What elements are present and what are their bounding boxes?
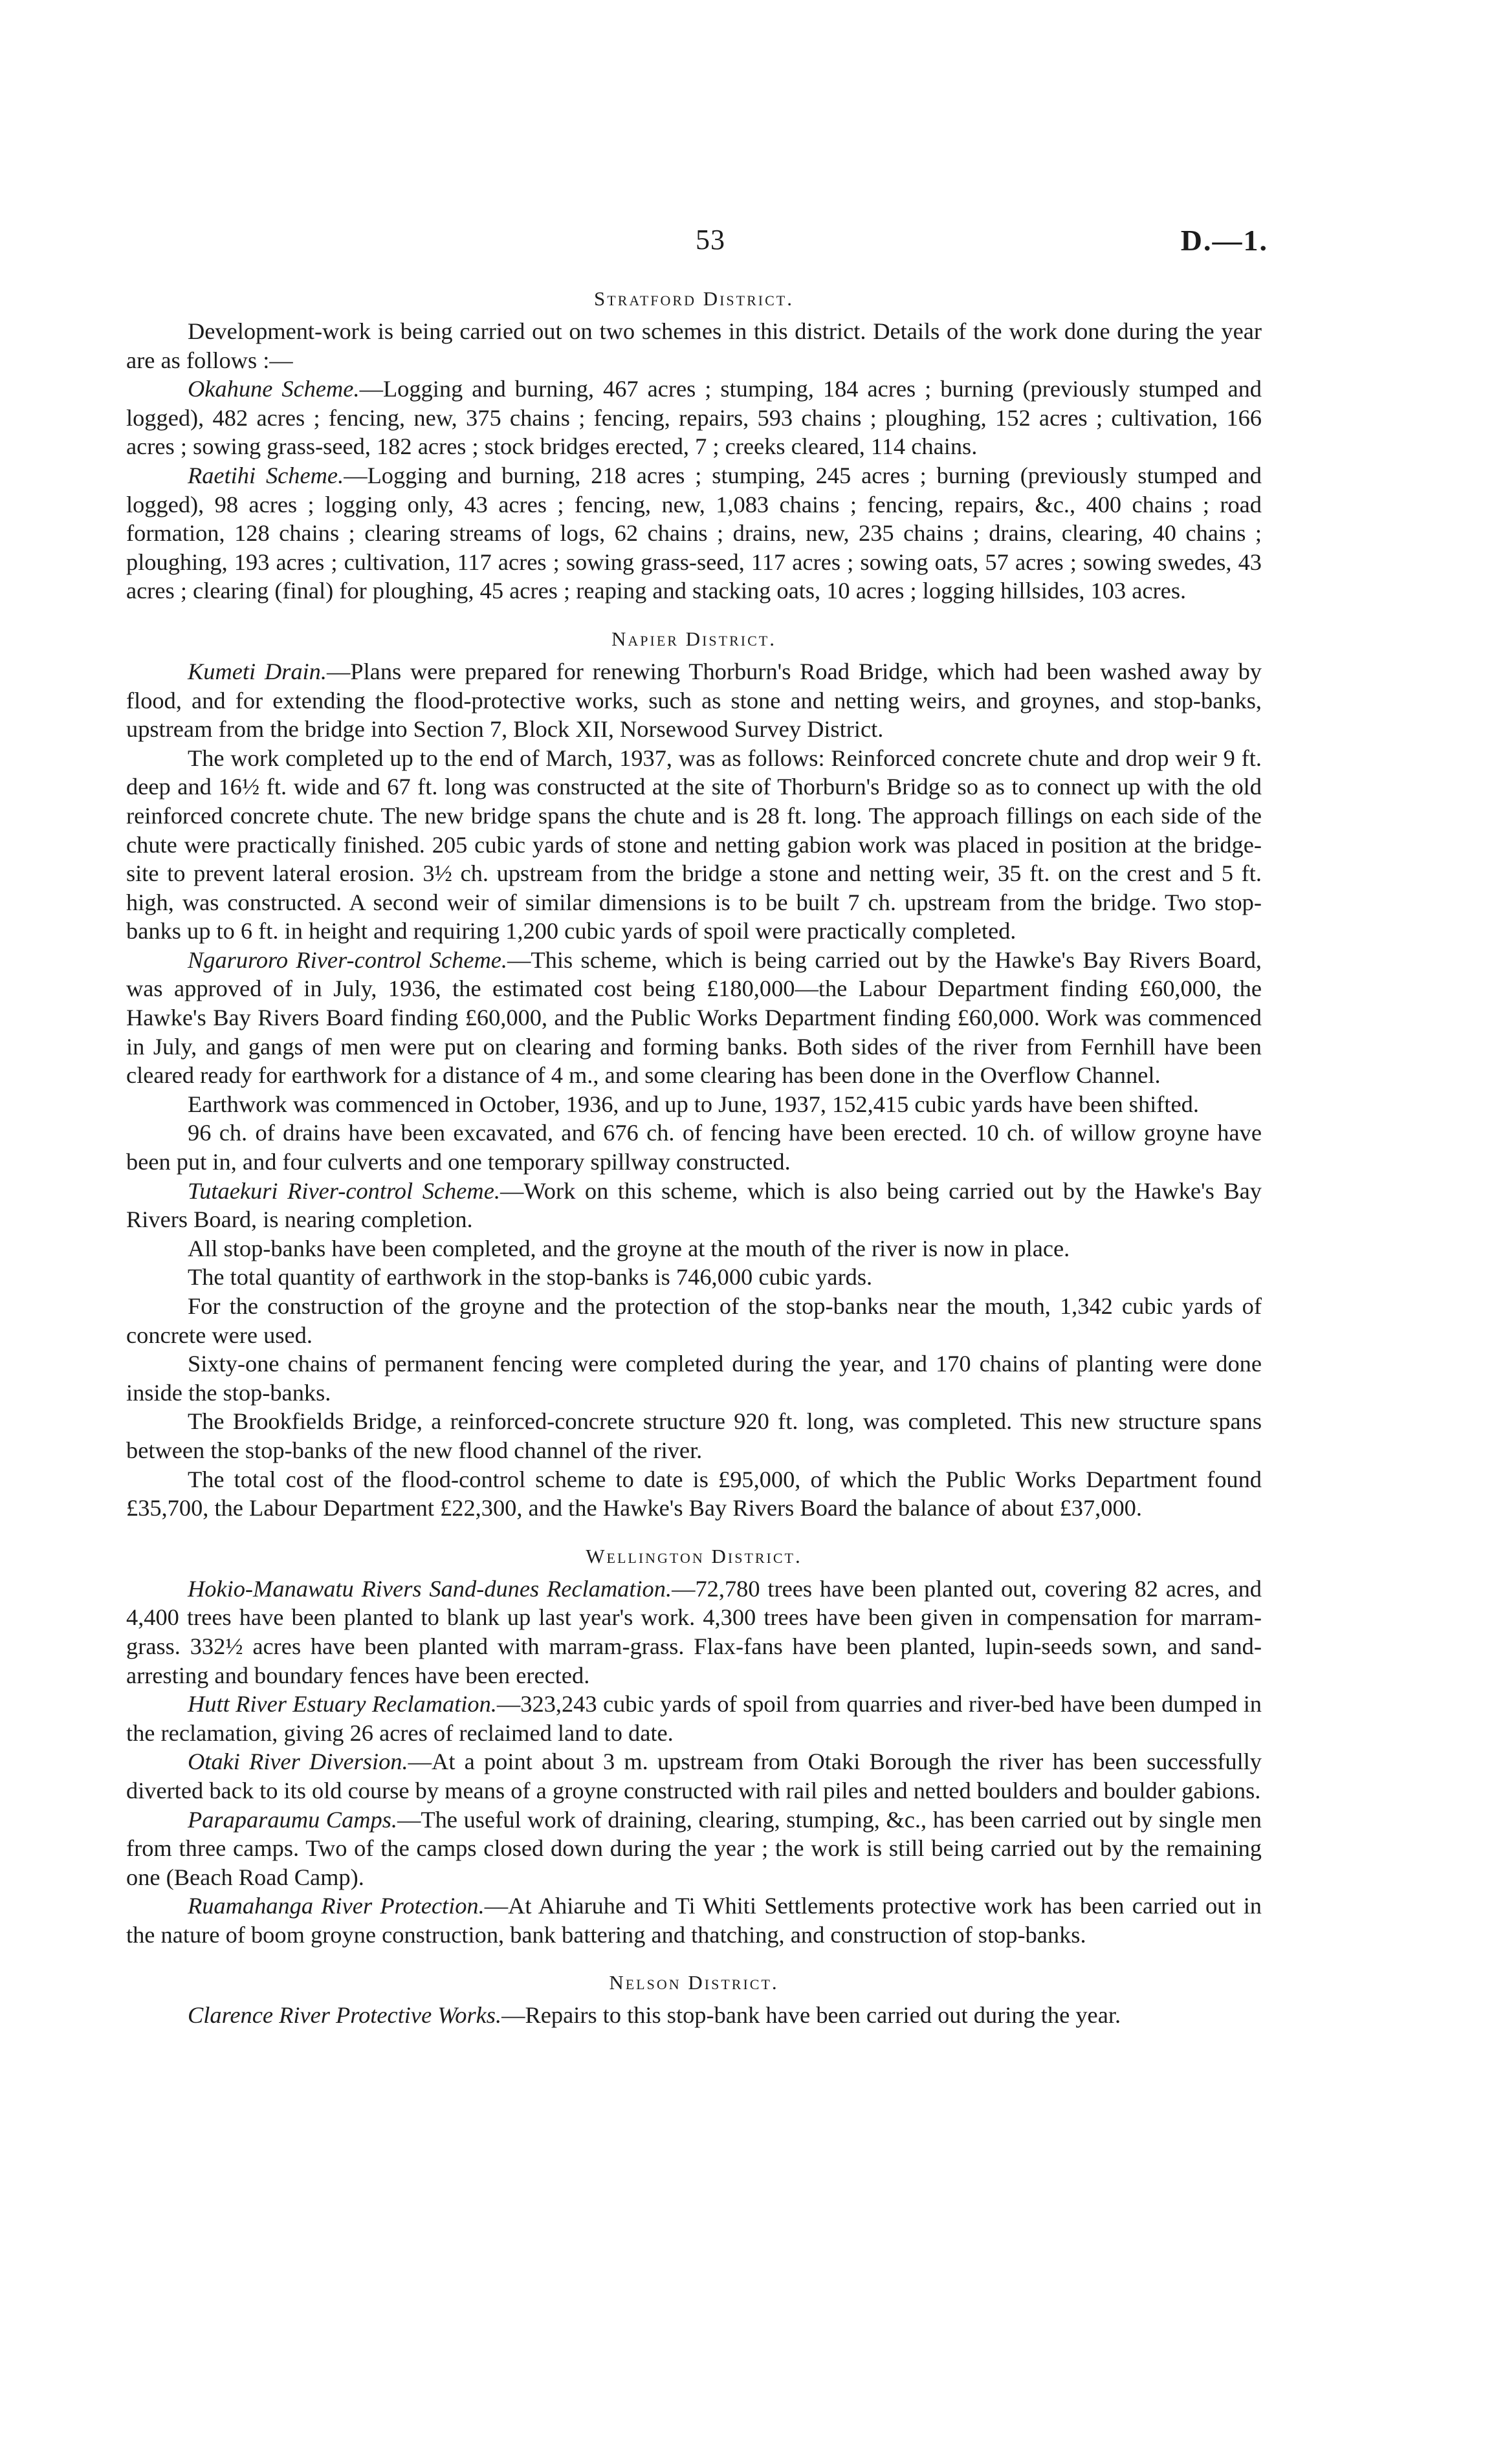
paragraph [126,1690,1262,1747]
paragraph [126,1177,1262,1234]
paragraph [126,1747,1262,1805]
scheme-title: Okahune Scheme. [188,376,360,402]
paragraph [126,1090,1262,1119]
scheme-title: Ruamahanga River Protection. [188,1893,485,1919]
scheme-title: Clarence River Protective Works. [188,2002,502,2029]
section-heading: Nelson District. [609,1971,779,1994]
section-heading: Wellington District. [586,1544,802,1567]
page-number: 53 [696,224,725,256]
paragraph-text: The total cost of the flood-control scheme to date is £95,000, of which the Public Works Department found £35,700, the Labour Department £22,300, and the Hawke's Bay Rivers Board the balance of about £37,000. [126,1466,1262,1521]
paragraph [126,1892,1262,1949]
paragraph-text: Development-work is being carried out on two schemes in this district. Details of the work done during the year are as follows :— [126,318,1262,373]
district-section [126,1968,1262,2030]
paragraph-text: The total quantity of earthwork in the stop-banks is 746,000 cubic yards. [188,1264,873,1291]
paragraph-text: —At a point about 3 m. upstream from Otaki Borough the river has been successfully diverted back to its old course by means of a groyne constructed with rail piles and netted boulders and boulder gabions. [126,1749,1262,1804]
paragraph-text: —The useful work of draining, clearing, stumping, &c., has been carried out by single men from three camps. Two of the camps closed down during the year ; the work is still being carried out by the remaining one (Beach Road Camp). [126,1806,1262,1890]
paragraph-text: —323,243 cubic yards of spoil from quarries and river-bed have been dumped in the reclamation, giving 26 acres of reclaimed land to date. [126,1691,1262,1746]
district-section [126,285,1262,605]
paragraph [126,1465,1262,1523]
paragraph-text: The work completed up to the end of March, 1937, was as follows: Reinforced concrete chute and drop weir 9 ft. deep and 16½ ft. wide and 67 ft. long was constructed at the site of Thorburn's Bridge so as to connect up with the old reinforced concrete chute. The new bridge spans the chute and is 28 ft. long. The approach fillings on each side of the chute were practically finished. 205 cubic yards of stone and netting gabion work was placed in position at the bridge-site to prevent lateral erosion. 3½ ch. upstream from the bridge a stone and netting weir, 35 ft. on the crest and 5 ft. high, was constructed. A second weir of similar dimensions is to be built 7 ch. upstream from the bridge. Two stop-banks up to 6 ft. in height and requiring 1,200 cubic yards of spoil were practically completed. [126,745,1262,944]
scheme-title: Ngaruroro River-control Scheme. [188,946,508,973]
section-heading: Napier District. [611,627,776,650]
paragraph-text: —Work on this scheme, which is also being carried out by the Hawke's Bay Rivers Board, is nearing completion. [126,1177,1262,1233]
section-heading: Stratford District. [594,287,794,310]
paragraph-text: —At Ahiaruhe and Ti Whiti Settlements protective work has been carried out in the nature of boom groyne construction, bank battering and thatching, and construction of stop-banks. [126,1893,1262,1948]
paragraph-text: —Logging and burning, 218 acres ; stumping, 245 acres ; burning (previously stumped and logged), 98 acres ; logging only, 43 acres ; fencing, new, 1,083 chains ; fencing, repairs, &c., 400 chains ; road formation, 128 chains ; clearing streams of logs, 62 chains ; drains, new, 235 chains ; drains, clearing, 40 chains ; ploughing, 193 acres ; cultivation, 117 acres ; sowing grass-seed, 117 acres ; sowing oats, 57 acres ; sowing swedes, 43 acres ; clearing (final) for ploughing, 45 acres ; reaping and stacking oats, 10 acres ; logging hillsides, 103 acres. [126,462,1262,604]
paragraph-text: All stop-banks have been completed, and the groyne at the mouth of the river is now in place. [188,1235,1070,1261]
paragraph-text: 96 ch. of drains have been excavated, and 676 ch. of fencing have been erected. 10 ch. of willow groyne have been put in, and four culverts and one temporary spillway constructed. [126,1120,1262,1175]
document-body [126,285,1262,2049]
paragraph-text: Earthwork was commenced in October, 1936, and up to June, 1937, 152,415 cubic yards have been shifted. [188,1091,1199,1117]
paragraph [126,2001,1262,2030]
paragraph [126,946,1262,1090]
paragraph [126,1805,1262,1892]
paragraph [126,375,1262,461]
scheme-title: Hutt River Estuary Reclamation. [188,1691,497,1717]
paragraph [126,657,1262,744]
paragraph [126,744,1262,946]
paragraph-text: The Brookfields Bridge, a reinforced-concrete structure 920 ft. long, was completed. This new structure spans between the stop-banks of the new flood channel of the river. [126,1408,1262,1463]
scheme-title: Kumeti Drain. [188,658,327,684]
paragraph [126,1349,1262,1407]
paragraph [126,1292,1262,1349]
paragraph-text: —This scheme, which is being carried out by the Hawke's Bay Rivers Board, was approved of in July, 1936, the estimated cost being £180,000—the Labour Department finding £60,000, the Hawke's Bay Rivers Board finding £60,000, and the Public Works Department finding £60,000. Work was commenced in July, and gangs of men were put on clearing and forming banks. Both sides of the river from Fernhill have been cleared ready for earthwork for a distance of 4 m., and some clearing has been done in the Overflow Channel. [126,946,1262,1089]
paragraph [126,317,1262,375]
scheme-title: Tutaekuri River-control Scheme. [188,1177,500,1204]
scheme-title: Hokio-Manawatu Rivers Sand-dunes Reclamation. [188,1575,672,1602]
paragraph [126,1263,1262,1292]
paragraph-text: —Repairs to this stop-bank have been carried out during the year. [501,2002,1121,2029]
paragraph-text: —Plans were prepared for renewing Thorburn's Road Bridge, which had been washed away by flood, and for extending the flood-protective works, such as stone and netting weirs, and groynes, and stop-banks, upstream from the bridge into Section 7, Block XII, Norsewood Survey District. [126,658,1262,743]
district-section [126,1542,1262,1950]
paragraph [126,1407,1262,1465]
scheme-title: Raetihi Scheme. [188,462,344,488]
paragraph-text: —72,780 trees have been planted out, covering 82 acres, and 4,400 trees have been planted to blank up last year's work. 4,300 trees have been given in compensation for marram-grass. 332½ acres have been planted with marram-grass. Flax-fans have been planted, lupin-seeds sown, and sand-arresting and boundary fences have been erected. [126,1575,1262,1688]
document-code: D.—1. [1180,224,1268,257]
scheme-title: Paraparaumu Camps. [188,1806,398,1833]
paragraph-text: —Logging and burning, 467 acres ; stumping, 184 acres ; burning (previously stumped and logged), 482 acres ; fencing, new, 375 chains ; fencing, repairs, 593 chains ; ploughing, 152 acres ; cultivation, 166 acres ; sowing grass-seed, 182 acres ; stock bridges erected, 7 ; creeks cleared, 114 chains. [126,376,1262,460]
paragraph [126,1575,1262,1690]
paragraph-text: Sixty-one chains of permanent fencing were completed during the year, and 170 chains of planting were done inside the stop-banks. [126,1351,1262,1406]
scheme-title: Otaki River Diversion. [188,1749,408,1775]
paragraph [126,1234,1262,1263]
paragraph [126,1118,1262,1176]
district-section [126,625,1262,1523]
paragraph-text: For the construction of the groyne and the protection of the stop-banks near the mouth, 1,342 cubic yards of concrete were used. [126,1293,1262,1348]
paragraph [126,461,1262,605]
